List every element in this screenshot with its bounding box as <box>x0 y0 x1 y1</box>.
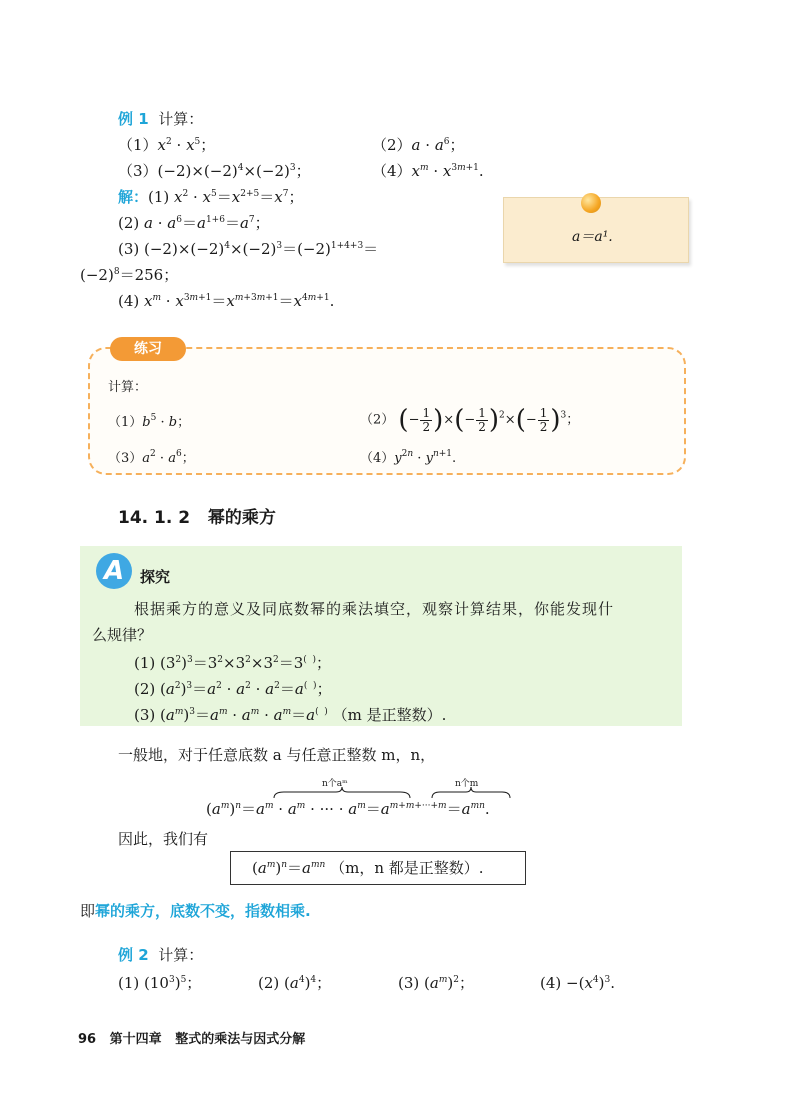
boxed-formula: $(a^m)^n=a^{mn}$ （m，n 都是正整数）. <box>252 859 484 877</box>
practice-tag: 练习 <box>110 337 186 361</box>
example2-heading <box>118 944 203 966</box>
solution1-line4: (4) $x^m \cdot x^{3m+1}=x^{m+3m+1}=x^{4m+1}$. <box>118 292 335 310</box>
solution1-line3: (3) $(-2)\times(-2)^4\times(-2)^3=(-2)^{1+4+3}=$ <box>118 240 379 258</box>
rule-prefix: 即 <box>80 902 96 920</box>
explore-icon: A <box>96 553 132 589</box>
explore-intro-line2: 么规律？ <box>92 626 153 644</box>
practice-instruction: 计算： <box>108 380 148 395</box>
section-heading <box>118 503 276 528</box>
practice-item-4: $(4)y^{2n} \cdot y^{n+1}$. <box>360 449 457 466</box>
general-therefore: 因此，我们有 <box>118 830 209 848</box>
example2-instruction: 计算： <box>158 946 204 964</box>
solution1-label: 解： <box>118 188 149 206</box>
chapter-title: 整式的乘法与因式分解 <box>175 1032 306 1047</box>
example1-label: 例 1 <box>118 110 149 128</box>
general-intro: 一般地，对于任意底数 a 与任意正整数 m，n， <box>118 746 436 764</box>
example2-q3: (3) $(a^m)^2$； <box>398 974 474 992</box>
explore-item-1: (1) $(3^2)^3=3^2\times 3^2\times 3^2=3^{( )}$； <box>134 654 332 672</box>
solution1-line2: (2) $a \cdot a^6=a^{1+6}=a^7$； <box>118 214 270 232</box>
practice-item-3: $(3)a^2 \cdot a^6$； <box>108 449 195 466</box>
brace-label-2: n个m <box>455 779 479 789</box>
section-number: 14. 1. 2 <box>118 508 191 528</box>
example2-q2: (2) $(a^4)^4$； <box>258 974 332 992</box>
page-footer <box>78 1028 305 1047</box>
rule-line <box>80 900 311 922</box>
practice-item-1: $(1)b^5 \cdot b$； <box>108 413 191 430</box>
section-title: 幂的乘方 <box>207 508 276 528</box>
explore-intro-line1: 根据乘方的意义及同底数幂的乘法填空，观察计算结果，你能发现什 <box>134 600 615 618</box>
solution1-line1: 解：(1) $x^2 \cdot x^5=x^{2+5}=x^7$； <box>118 188 304 206</box>
brace-label-1: n个aᵐ <box>322 779 348 789</box>
example1-q4: $(4)x^m \cdot x^{3m+1}$. <box>372 162 484 180</box>
pushpin-icon <box>581 193 601 213</box>
example2-q1: (1) $(10^3)^5$； <box>118 974 202 992</box>
example1-q1: $(1)x^2 \cdot x^5$； <box>118 136 216 154</box>
chapter-number: 第十四章 <box>109 1032 162 1047</box>
example1-instruction: 计算： <box>158 110 204 128</box>
example1-heading <box>118 108 203 130</box>
general-derivation: $(a^m)^n=a^m \cdot a^m$ · ··· · $a^m=a^{m+m+\cdot\cdot\cdot+m}=a^{mn}$. <box>206 800 490 818</box>
solution1-line3-cont: $(-2)^8=256$； <box>80 266 179 284</box>
example1-q3: $(3)(-2)\times(-2)^4\times(-2)^3$； <box>118 162 311 180</box>
note-text: a＝a¹. <box>572 229 613 245</box>
explore-title: 探究 <box>140 568 171 586</box>
example1-q2: $(2)a \cdot a^6$； <box>372 136 465 154</box>
example2-q4: $(4) -(x^4)^3$. <box>540 974 616 992</box>
rule-text: 幂的乘方，底数不变，指数相乘. <box>95 902 311 920</box>
explore-item-2: (2) $(a^2)^3=a^2 \cdot a^2 \cdot a^2=a^{( )}$； <box>134 680 332 698</box>
practice-item-2: （2） (− $\frac{1}{2}$ )×(− $\frac{1}{2}$ )$^2$×(− $\frac{1}{2}$ )$^3$； <box>360 405 580 435</box>
explore-item-3: (3) $(a^m)^3=a^m \cdot a^m \cdot a^m=a^{( )}$ （m 是正整数）. <box>134 706 447 724</box>
example2-label: 例 2 <box>118 946 149 964</box>
page-number: 96 <box>78 1032 97 1047</box>
